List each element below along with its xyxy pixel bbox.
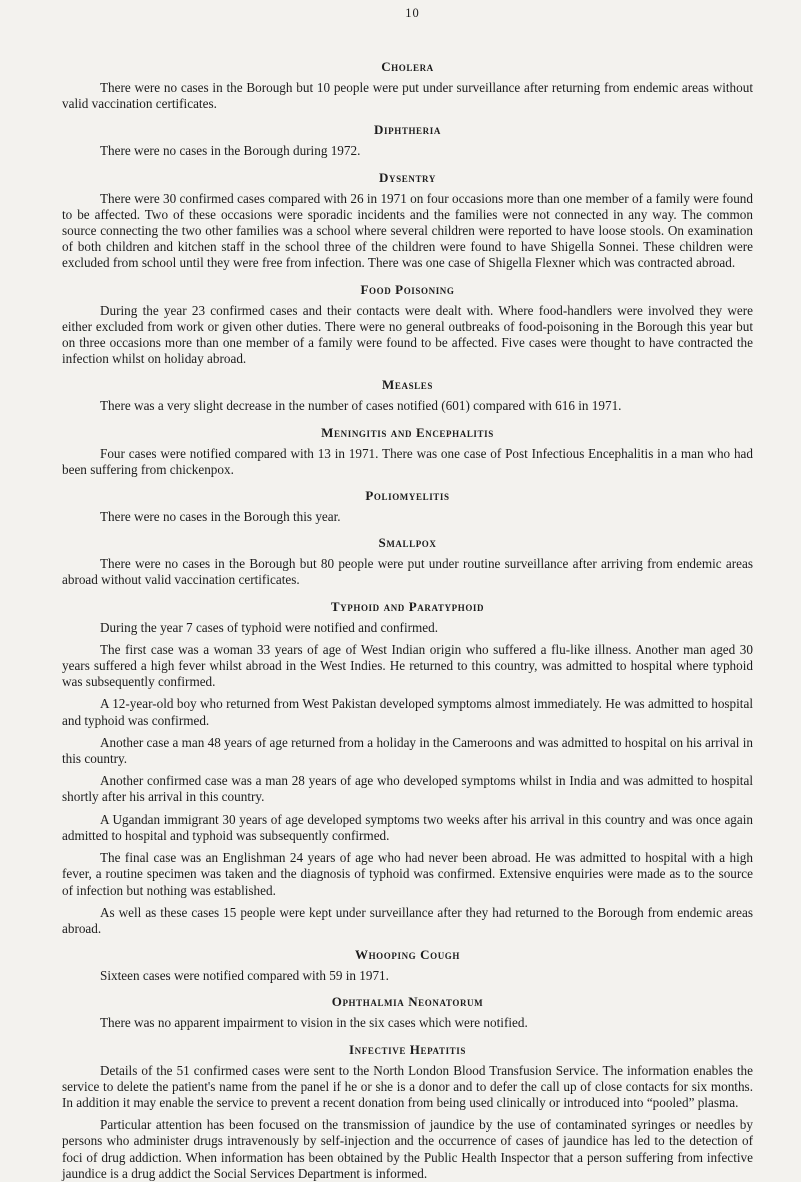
section-dysentry [62, 170, 753, 272]
paragraph: There were no cases in the Borough but 10 people were put under surveillance after returning from endemic areas without valid vaccination certificates. [62, 80, 753, 112]
paragraph: Sixteen cases were notified compared with 59 in 1971. [100, 968, 389, 984]
section-heading: Infective Hepatitis [348, 1041, 466, 1057]
paragraph: As well as these cases 15 people were kept under surveillance after they had returned to the Borough from endemic areas abroad. [62, 904, 753, 936]
report-body [62, 59, 753, 1182]
section-heading: Typhoid and Paratyphoid [330, 598, 485, 614]
paragraph: Four cases were notified compared with 13 in 1971. There was one case of Post Infectious Encephalitis in a man who had been suffering from chickenpox. [62, 445, 753, 477]
paragraph: Particular attention has been focused on the transmission of jaundice by the use of contaminated syringes or needles by persons who administer drugs intravenously by self-injection and the occurrence of cases of jaundice has led to the detection of foci of drug addiction. When information has been obtained by the Public Health Inspector that a person suffering from infective jaundice is a drug addict the Social Services Department is informed. [62, 1117, 753, 1181]
section-heading: Smallpox [378, 535, 437, 551]
paragraph: Another confirmed case was a man 28 years of age who developed symptoms whilst in India and was admitted to hospital shortly after his arrival in this country. [62, 773, 753, 805]
section-food-poisoning [62, 282, 753, 368]
section-whooping-cough [62, 947, 753, 984]
section-heading: Diphtheria [374, 122, 441, 138]
paragraph: Another case a man 48 years of age returned from a holiday in the Cameroons and was admitted to hospital on his arrival in this country. [62, 734, 753, 767]
paragraph: A Ugandan immigrant 30 years of age developed symptoms two weeks after his arrival in this country and was once again admitted to hospital and typhoid was subsequently confirmed. [62, 811, 753, 843]
paragraph: There were no cases in the Borough but 80 people were put under routine surveillance after arriving from endemic areas abroad without valid vaccination certificates. [62, 556, 753, 588]
paragraph: Details of the 51 confirmed cases were sent to the North London Blood Transfusion Service. The information enables the service to delete the patient's name from the panel if he or she is a donor and to defer the call up of close contacts for six months. In addition it may enable the service to prevent a recent donation from being used clinically or introduced into “pooled” plasma. [62, 1062, 753, 1110]
section-diphtheria [62, 122, 753, 159]
section-infective-hepatitis [62, 1042, 753, 1182]
section-heading: Whooping Cough [354, 947, 461, 963]
paragraph: There was a very slight decrease in the number of cases notified (601) compared with 616 in 1971. [100, 398, 622, 414]
section-measles [62, 377, 753, 414]
paragraph: The first case was a woman 33 years of age of West Indian origin who suffered a flu-like illness. Another man aged 30 years suffered a high fever whilst abroad in the West Indies. He returned to this country, was admitted to hospital where typhoid was subsequently confirmed. [62, 641, 753, 690]
section-heading: Cholera [381, 59, 434, 74]
paragraph: A 12-year-old boy who returned from West Pakistan developed symptoms almost immediately. He was admitted to hospital and typhoid was confirmed. [62, 696, 753, 728]
section-smallpox [62, 535, 753, 588]
section-heading: Food Poisoning [360, 281, 455, 297]
section-heading: Ophthalmia Neonatorum [331, 994, 484, 1010]
paragraph: During the year 7 cases of typhoid were notified and confirmed. [100, 619, 439, 635]
section-meningitis-and-encephalitis [62, 425, 753, 478]
section-poliomyelitis [62, 488, 753, 525]
section-heading: Dysentry [379, 169, 436, 185]
section-typhoid-and-paratyphoid [62, 599, 753, 937]
paragraph: There was no apparent impairment to vision in the six cases which were notified. [100, 1015, 528, 1031]
page-number: 10 [405, 6, 420, 20]
paragraph: The final case was an Englishman 24 years of age who had never been abroad. He was admitted to hospital with a high fever, a routine specimen was taken and the diagnosis of typhoid was confirmed. Extensive enquiries were made as to the source of infection but nothing was established. [62, 850, 753, 898]
section-heading: Measles [382, 377, 433, 393]
section-heading: Poliomyelitis [365, 488, 450, 504]
paragraph: During the year 23 confirmed cases and their contacts were dealt with. Where food-handlers were involved they were either excluded from work or given other duties. There were no general outbreaks of food-poisoning in the Borough this year but on three occasions more than one member of a family were found to be affected. Five cases were thought to have contracted the infection whilst on holiday abroad. [62, 302, 753, 367]
section-cholera [62, 59, 753, 112]
paragraph: There were no cases in the Borough during 1972. [100, 143, 361, 159]
section-heading: Meningitis and Encephalitis [321, 424, 494, 440]
paragraph: There were 30 confirmed cases compared with 26 in 1971 on four occasions more than one member of a family were found to be affected. Two of these occasions were sporadic incidents and the families were not connected in any way. The common source connecting the two other families was a school where several children were reported to have loose stools. On examination of both children and kitchen staff in the school three of the children were found to have Shigella Sonnei. These children were excluded from school until they were free from infection. There was one case of Shigella Flexner which was contracted abroad. [62, 190, 753, 271]
paragraph: There were no cases in the Borough this year. [100, 509, 341, 525]
section-ophthalmia-neonatorum [62, 994, 753, 1031]
